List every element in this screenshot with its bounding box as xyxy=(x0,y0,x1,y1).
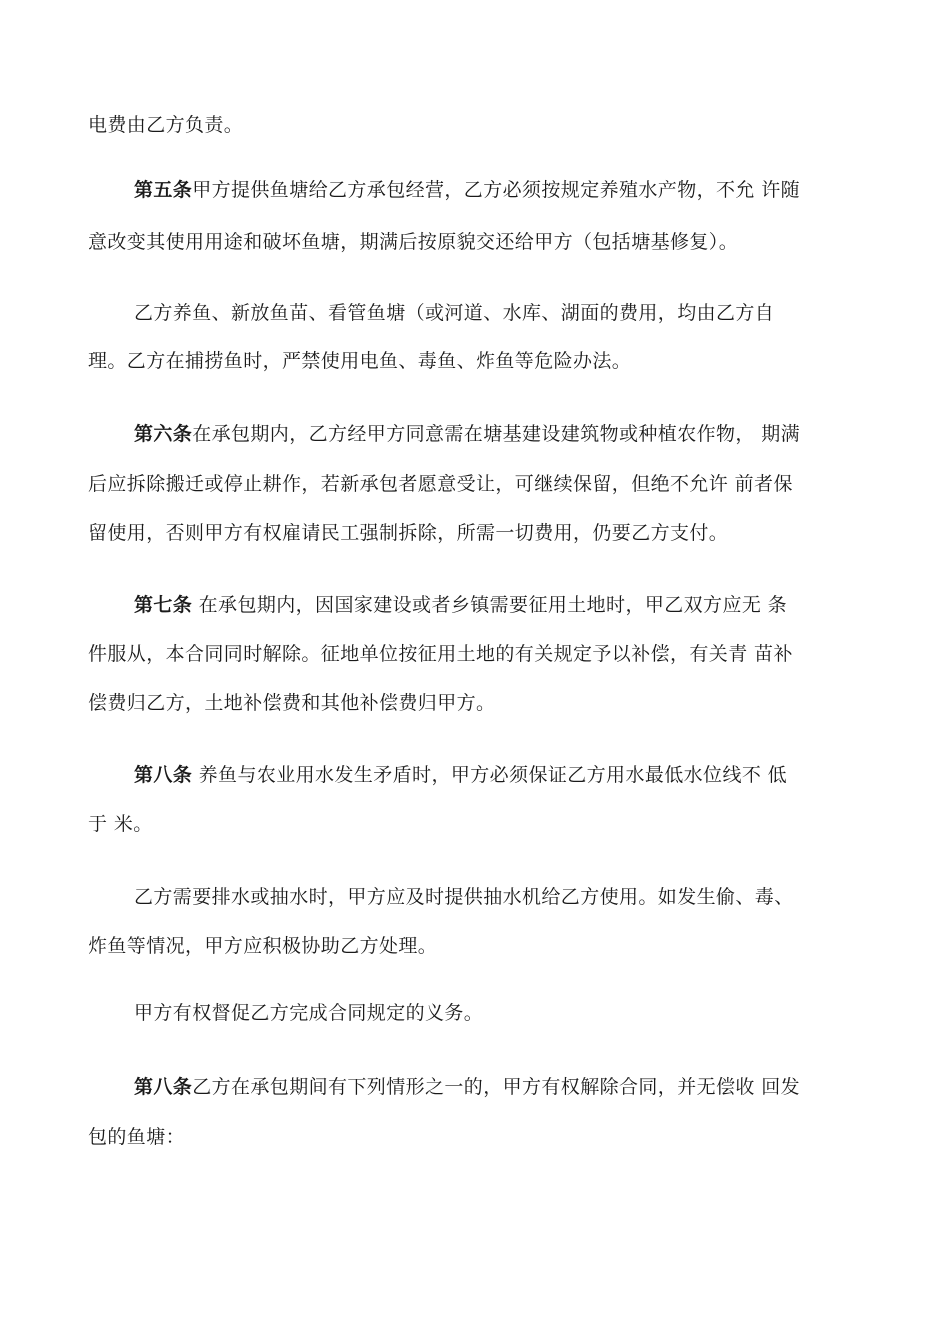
line-text: 甲方有权督促乙方完成合同规定的义务。 xyxy=(134,1002,484,1024)
article-7-line xyxy=(134,592,787,618)
line-text: 乙方养鱼、新放鱼苗、看管鱼塘（或河道、水库、湖面的费用，均由乙方自 xyxy=(134,302,775,324)
line-text: 在承包期内，因国家建设或者乡镇需要征用土地时，甲乙双方应无 条 xyxy=(192,594,788,616)
paragraph-line xyxy=(88,348,631,374)
paragraph-line xyxy=(88,933,437,959)
article-8b-line xyxy=(134,1074,800,1100)
article-8-line xyxy=(134,762,787,788)
line-text: 在承包期内，乙方经甲方同意需在塘基建设建筑物或种植农作物， 期满 xyxy=(192,423,801,445)
line-text: 养鱼与农业用水发生矛盾时，甲方必须保证乙方用水最低水位线不 低 xyxy=(192,764,788,786)
article-6-line xyxy=(134,421,800,447)
paragraph-line xyxy=(88,690,495,716)
paragraph-line xyxy=(88,229,738,255)
line-text: 乙方需要排水或抽水时，甲方应及时提供抽水机给乙方使用。如发生偷、毒、 xyxy=(134,886,794,908)
line-text: 包的鱼塘： xyxy=(88,1126,186,1148)
line-text: 件服从，本合同同时解除。征地单位按征用土地的有关规定予以补偿，有关青 苗补 xyxy=(88,643,793,665)
line-text: 乙方在承包期间有下列情形之一的，甲方有权解除合同，并无偿收 回发 xyxy=(192,1076,801,1098)
paragraph-line xyxy=(88,112,243,138)
line-text: 电费由乙方负责。 xyxy=(88,114,244,136)
article-label: 第七条 xyxy=(134,594,193,616)
article-label: 第八条 xyxy=(134,764,193,786)
line-text: 炸鱼等情况，甲方应积极协助乙方处理。 xyxy=(88,935,438,957)
line-text: 理。乙方在捕捞鱼时，严禁使用电鱼、毒鱼、炸鱼等危险办法。 xyxy=(88,350,632,372)
line-text: 甲方提供鱼塘给乙方承包经营，乙方必须按规定养殖水产物，不允 许随 xyxy=(192,179,801,201)
article-label: 第八条 xyxy=(134,1076,193,1098)
paragraph-line xyxy=(134,1000,483,1026)
line-text: 后应拆除搬迁或停止耕作，若新承包者愿意受让，可继续保留，但绝不允许 前者保 xyxy=(88,473,793,495)
paragraph-line xyxy=(88,1124,185,1150)
line-text: 于 米。 xyxy=(88,813,153,835)
paragraph-line xyxy=(134,884,794,910)
article-label: 第五条 xyxy=(134,179,193,201)
paragraph-line xyxy=(88,811,153,837)
article-5-line xyxy=(134,177,800,203)
paragraph-line xyxy=(88,641,793,667)
line-text: 偿费归乙方，土地补偿费和其他补偿费归甲方。 xyxy=(88,692,496,714)
line-text: 留使用，否则甲方有权雇请民工强制拆除，所需一切费用，仍要乙方支付。 xyxy=(88,522,729,544)
paragraph-line xyxy=(88,520,728,546)
paragraph-line xyxy=(134,300,774,326)
article-label: 第六条 xyxy=(134,423,193,445)
line-text: 意改变其使用用途和破坏鱼塘，期满后按原貌交还给甲方（包括塘基修复）。 xyxy=(88,231,739,253)
paragraph-line xyxy=(88,471,793,497)
